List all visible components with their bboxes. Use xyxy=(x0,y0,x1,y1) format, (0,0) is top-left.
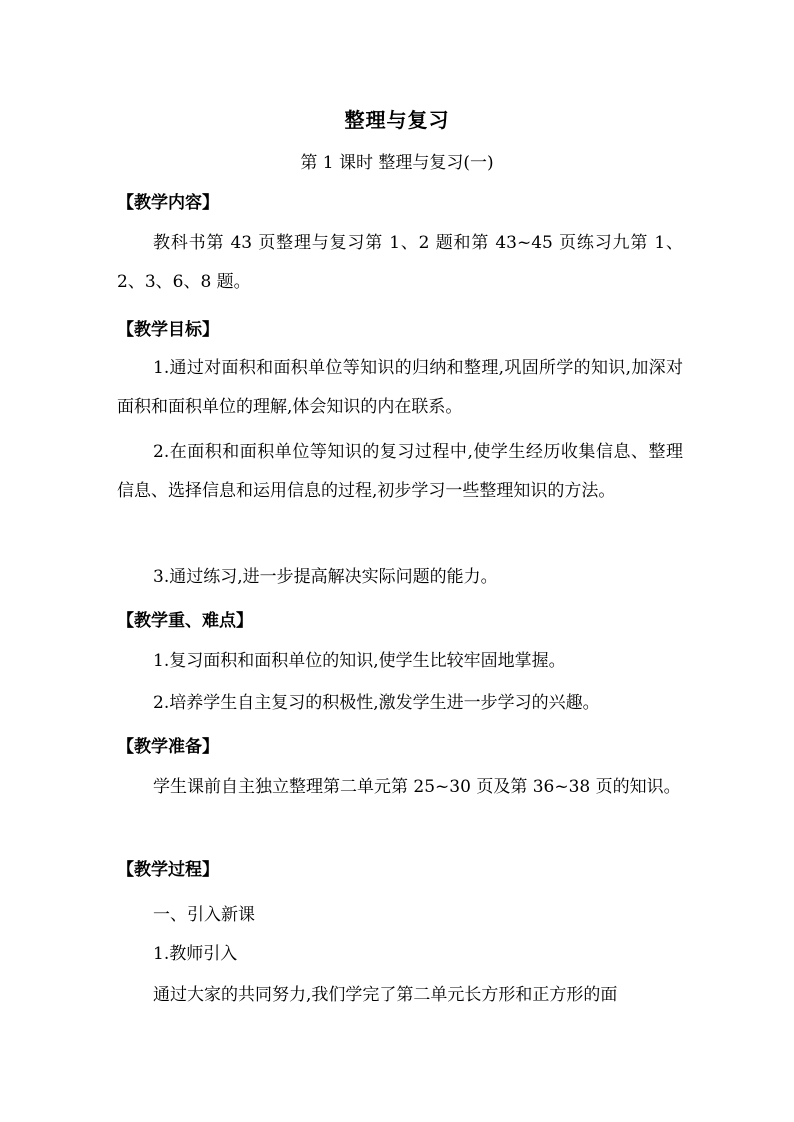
goal-paragraph-3: 3.通过练习,进一步提高解决实际问题的能力。 xyxy=(153,567,498,587)
document-title: 整理与复习 xyxy=(344,108,450,132)
section-heading-preparation: 【教学准备】 xyxy=(117,737,219,757)
goal-paragraph-2: 2.在面积和面积单位等知识的复习过程中,使学生经历收集信息、整理信息、选择信息和运用信息的过程,初步学习一些整理知识的方法。 xyxy=(117,442,683,501)
content-paragraph: 教科书第 43 页整理与复习第 1、2 题和第 43~45 页练习九第 1、2、3、6、8 题。 xyxy=(117,233,683,292)
process-item-2: 1.教师引入 xyxy=(153,944,238,964)
preparation-paragraph: 学生课前自主独立整理第二单元第 25~30 页及第 36~38 页的知识。 xyxy=(153,777,681,797)
section-heading-goals: 【教学目标】 xyxy=(117,320,219,340)
section-heading-key-points: 【教学重、难点】 xyxy=(117,611,253,631)
goal-paragraph-1: 1.通过对面积和面积单位等知识的归纳和整理,巩固所学的知识,加深对面积和面积单位的理解,体会知识的内在联系。 xyxy=(117,358,683,417)
process-item-1: 一、引入新课 xyxy=(153,905,255,925)
process-item-3: 通过大家的共同努力,我们学完了第二单元长方形和正方形的面 xyxy=(153,985,618,1005)
section-heading-content: 【教学内容】 xyxy=(117,193,219,213)
key-point-paragraph-2: 2.培养学生自主复习的积极性,激发学生进一步学习的兴趣。 xyxy=(153,693,600,713)
lesson-subtitle: 第 1 课时 整理与复习(一) xyxy=(300,153,494,173)
key-point-paragraph-1: 1.复习面积和面积单位的知识,使学生比较牢固地掌握。 xyxy=(153,651,566,671)
section-heading-process: 【教学过程】 xyxy=(117,860,219,880)
